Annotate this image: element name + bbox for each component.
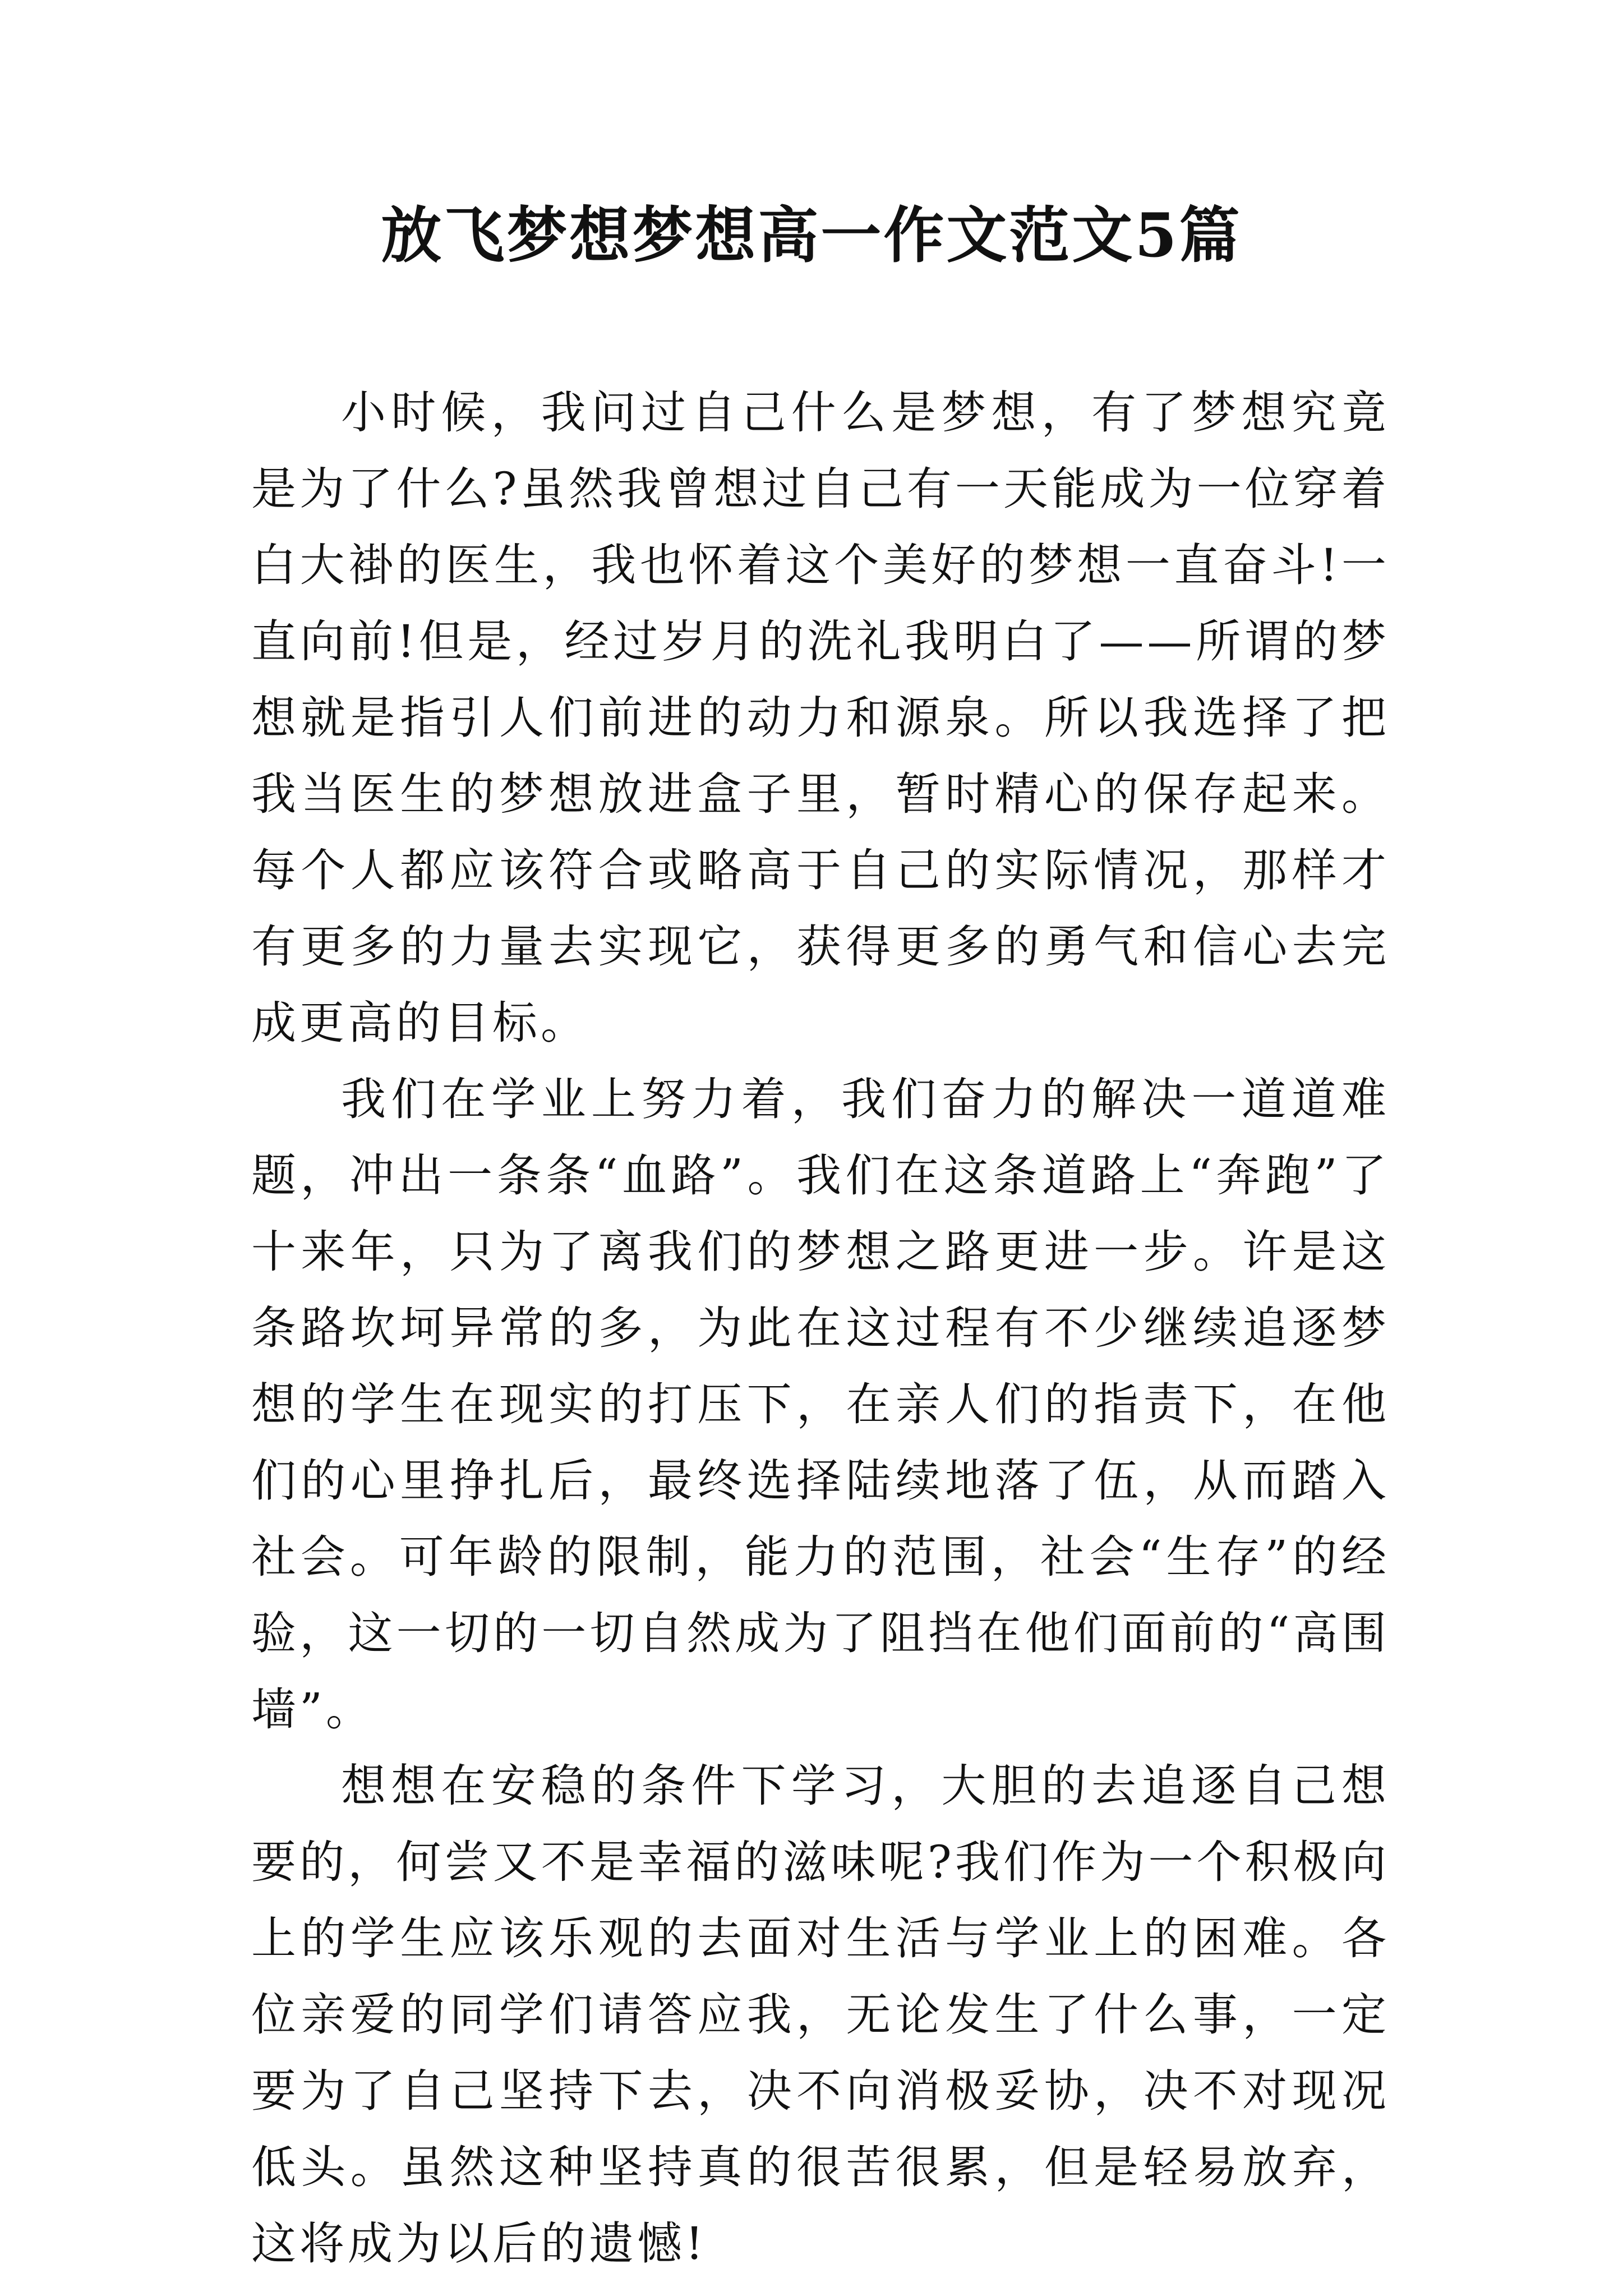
document-body bbox=[251, 375, 1390, 2282]
paragraph-3: 想想在安稳的条件下学习，大胆的去追逐自己想要的，何尝又不是幸福的滋味呢?我们作为一个积极向上的学生应该乐观的去面对生活与学业上的困难。各位亲爱的同学们请答应我，无论发生了什么事，一定要为了自己坚持下去，决不向消极妥协，决不对现况低头。虽然这种坚持真的很苦很累，但是轻易放弃，这将成为以后的遗憾! bbox=[251, 1760, 1390, 2270]
document-title: 放飞梦想梦想高一作文范文5篇 bbox=[381, 200, 1242, 271]
paragraph-1: 小时候，我问过自己什么是梦想，有了梦想究竟是为了什么?虽然我曾想过自己有一天能成为一位穿着白大褂的医生，我也怀着这个美好的梦想一直奋斗!一直向前!但是，经过岁月的洗礼我明白了——所谓的梦想就是指引人们前进的动力和源泉。所以我选择了把我当医生的梦想放进盒子里，暂时精心的保存起来。每个人都应该符合或略高于自己的实际情况，那样才有更多的力量去实现它，获得更多的勇气和信心去完成更高的目标。 bbox=[251, 386, 1390, 1049]
paragraph-2: 我们在学业上努力着，我们奋力的解决一道道难题，冲出一条条“血路”。我们在这条道路上“奔跑”了十来年，只为了离我们的梦想之路更进一步。许是这条路坎坷异常的多，为此在这过程有不少继续追逐梦想的学生在现实的打压下，在亲人们的指责下，在他们的心里挣扎后，最终选择陆续地落了伍，从而踏入社会。可年龄的限制，能力的范围，社会“生存”的经验，这一切的一切自然成为了阻挡在他们面前的“高围墙”。 bbox=[251, 1073, 1390, 1736]
